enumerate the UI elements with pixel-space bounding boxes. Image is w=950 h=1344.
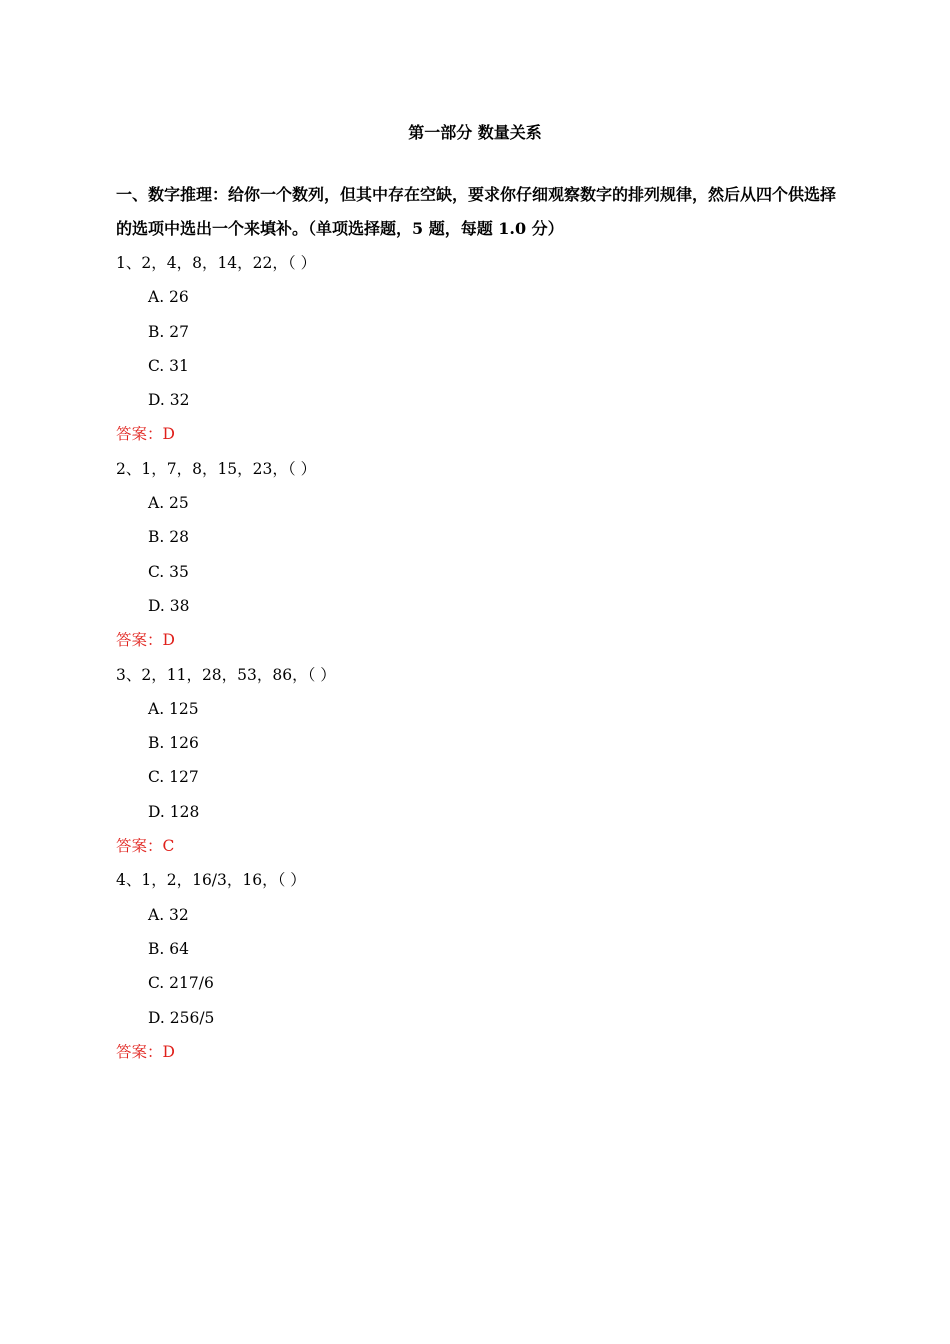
question-stem: 1、2，4，8，14，22，（ ）: [116, 254, 317, 272]
question-option: C. 35: [148, 562, 189, 581]
question-option: C. 217/6: [148, 974, 214, 993]
answer-line: 答案：D: [116, 1042, 175, 1061]
question-option: B. 64: [148, 939, 189, 958]
question-option: A. 125: [148, 699, 199, 718]
answer-line: 答案：D: [116, 631, 175, 650]
question-option: C. 31: [148, 356, 189, 375]
question-option: D. 128: [148, 802, 200, 821]
question-option: A. 32: [148, 905, 189, 924]
question-option: D. 32: [148, 391, 190, 410]
question-option: B. 28: [148, 528, 189, 547]
question-option: B. 126: [148, 734, 199, 753]
question-option: D. 38: [148, 596, 190, 615]
answer-line: 答案：D: [116, 425, 175, 444]
section-heading: 一、数字推理：给你一个数列，但其中存在空缺，要求你仔细观察数字的排列规律，然后从四个供选择的选项中选出一个来填补。（单项选择题，5 题，每题 1.0 分）: [116, 185, 837, 238]
question-option: A. 26: [148, 288, 189, 307]
question-stem: 3、2，11，28，53，86，（ ）: [116, 665, 336, 684]
answer-line: 答案：C: [116, 837, 175, 856]
question-option: D. 256/5: [148, 1008, 215, 1027]
question-stem: 4、1，2，16/3，16，（ ）: [116, 871, 306, 890]
question-stem: 2、1，7，8，15，23，（ ）: [116, 459, 317, 478]
part-title: 第一部分 数量关系: [408, 123, 542, 142]
question-option: C. 127: [148, 768, 199, 787]
question-list: [116, 246, 836, 1069]
question-option: A. 25: [148, 494, 189, 513]
question-option: B. 27: [148, 322, 189, 341]
